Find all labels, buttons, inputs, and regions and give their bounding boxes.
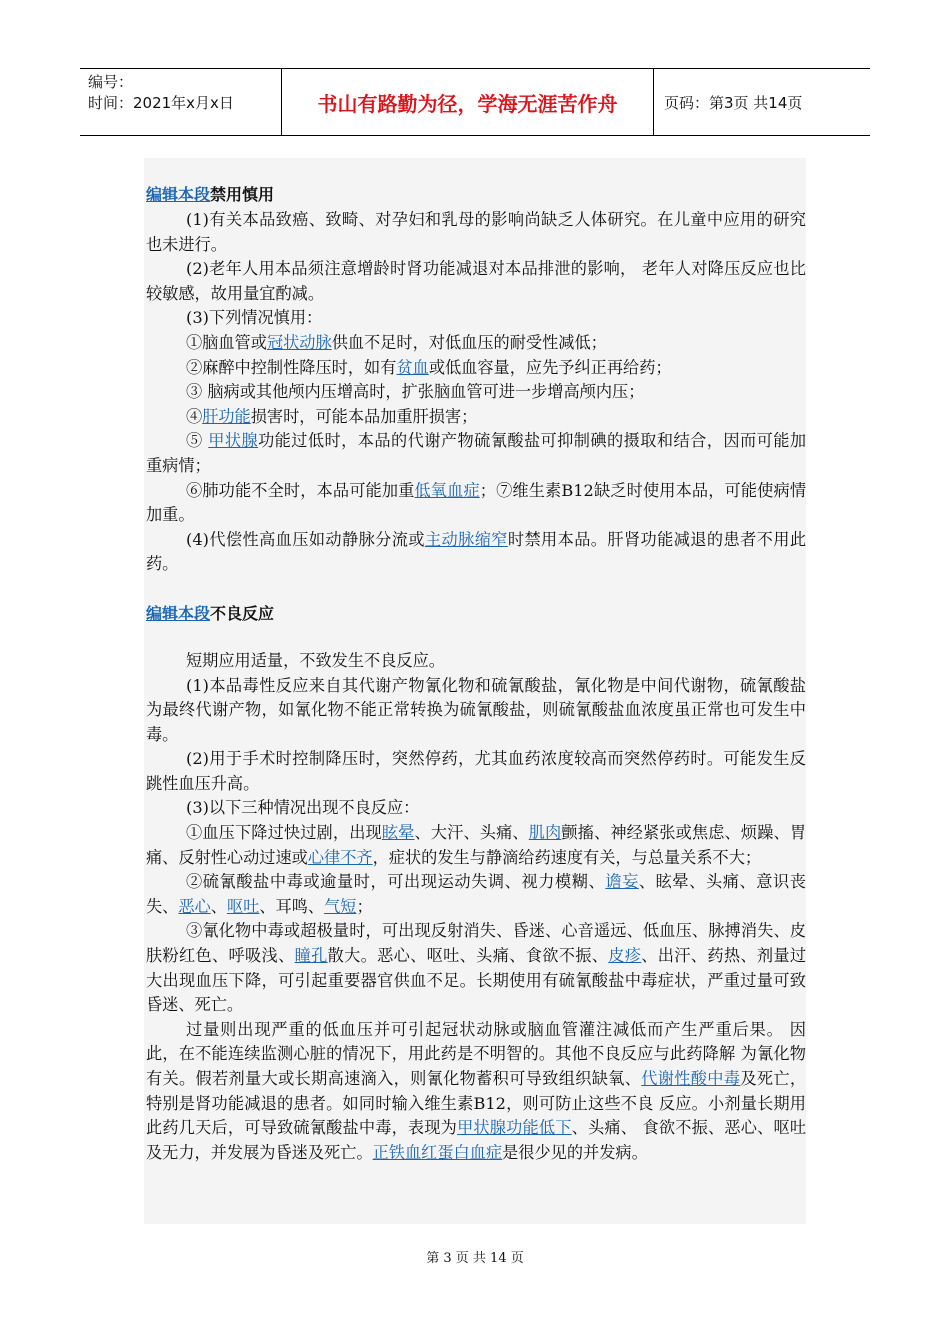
term-link[interactable]: 甲状腺	[208, 431, 259, 451]
term-link[interactable]: 主动脉缩窄	[424, 529, 508, 549]
list-item: ②硫氰酸盐中毒或逾量时，可出现运动失调、视力模糊、谵妄、眩晕、头痛、意识丧失、恶心、呕吐、耳鸣、气短；	[146, 872, 806, 916]
list-item: ⑤ 甲状腺功能过低时，本品的代谢产物硫氰酸盐可抑制碘的摄取和结合，因而可能加重病情；	[146, 431, 807, 475]
page-footer: 第 3 页 共 14 页	[426, 1251, 524, 1266]
paragraph: (1)本品毒性反应来自其代谢产物氰化物和硫氰酸盐，氰化物是中间代谢物，硫氰酸盐为最终代谢产物，如氰化物不能正常转换为硫氰酸盐，则硫氰酸盐血浓度虽正常也可发生中毒。	[146, 675, 806, 744]
list-item: ①血压下降过快过剧，出现眩晕、大汗、头痛、肌肉颤搐、神经紧张或焦虑、烦躁、胃痛、反射性心动过速或心律不齐，症状的发生与静滴给药速度有关，与总量关系不大；	[146, 823, 807, 867]
term-link[interactable]: 正铁血红蛋白血症	[372, 1142, 503, 1162]
term-link[interactable]: 甲状腺功能低下	[457, 1118, 572, 1138]
term-link[interactable]: 气短	[324, 896, 357, 916]
term-link[interactable]: 谵妄	[605, 872, 639, 892]
section-heading-adverse-reactions	[146, 601, 806, 627]
motto-text: 书山有路勤为径，学海无涯苦作舟	[282, 69, 654, 135]
list-item: ③氰化物中毒或超极量时，可出现反射消失、昏迷、心音遥远、低血压、脉搏消失、皮肤粉红色、呼吸浅、瞳孔散大。恶心、呕吐、头痛、食欲不振、皮疹、出汗、药热、剂量过大出现血压下降，可引起重要器官供血不足。长期使用有硫氰酸盐中毒症状，严重过量可致昏迷、死亡。	[146, 921, 807, 1015]
term-link[interactable]: 肝功能	[202, 406, 251, 426]
paragraph: 过量则出现严重的低血压并可引起冠状动脉或脑血管灌注减低而产生严重后果。 因此，在不能连续监测心脏的情况下，用此药是不明智的。其他不良反应与此药降解 为氰化物有关。假若剂量大或长期高速滴入，则氰化物蓄积可导致组织缺氧、代谢性酸中毒及死亡，特别是肾功能减退的患者。如同时输入维生素B12，则可防止这些不良 反应。小剂量长期用此药几天后，可导致硫氰酸盐中毒，表现为甲状腺功能低下、头痛、 食欲不振、恶心、呕吐及无力，并发展为昏迷及死亡。正铁血红蛋白血症是很少见的并发病。	[146, 1019, 807, 1162]
term-link[interactable]: 瞳孔	[294, 946, 328, 966]
list-item: ⑥肺功能不全时，本品可能加重低氧血症；⑦维生素B12缺乏时使用本品，可能使病情加重。	[146, 480, 807, 525]
section-heading-contraindications	[146, 182, 806, 208]
paragraph: (3)下列情况慎用：	[186, 308, 323, 328]
content-panel	[144, 158, 806, 1224]
edit-section-link[interactable]: 编辑本段	[146, 603, 211, 623]
term-link[interactable]: 贫血	[396, 357, 429, 377]
section-title: 不良反应	[210, 603, 275, 623]
term-link[interactable]: 冠状动脉	[266, 332, 332, 352]
list-item: ①脑血管或冠状动脉供血不足时，对低血压的耐受性减低；	[186, 332, 607, 352]
term-link[interactable]: 肌肉	[528, 823, 562, 843]
term-link[interactable]: 低氧血症	[414, 480, 480, 500]
term-link[interactable]: 代谢性酸中毒	[641, 1069, 741, 1088]
term-link[interactable]: 心律不齐	[307, 847, 373, 867]
page-info: 页码：第3页 共14页	[664, 93, 803, 112]
paragraph: (2)用于手术时控制降压时，突然停药，尤其血药浓度较高而突然停药时。可能发生反跳性血压升高。	[146, 749, 806, 793]
paragraph: (3)以下三种情况出现不良反应：	[186, 798, 420, 818]
term-link[interactable]: 呕吐	[226, 896, 260, 916]
edit-section-link[interactable]: 编辑本段	[146, 185, 211, 204]
list-item: ④肝功能损害时，可能本品加重肝损害；	[186, 406, 478, 426]
paragraph: (1)有关本品致癌、致畸、对孕妇和乳母的影响尚缺乏人体研究。在儿童中应用的研究也未进行。	[146, 210, 806, 254]
document-header	[80, 68, 870, 136]
paragraph: (2)老年人用本品须注意增龄时肾功能减退对本品排泄的影响， 老年人对降压反应也比 较敏感，故用量宜酌减。	[146, 259, 806, 303]
paragraph: 短期应用适量，不致发生不良反应。	[186, 650, 445, 670]
section-title: 禁用慎用	[210, 185, 275, 204]
list-item: ③ 脑病或其他颅内压增高时，扩张脑血管可进一步增高颅内压；	[186, 382, 645, 402]
term-link[interactable]: 恶心	[178, 896, 211, 916]
term-link[interactable]: 皮疹	[608, 946, 642, 966]
paragraph: (4)代偿性高血压如动静脉分流或主动脉缩窄时禁用本品。肝肾功能减退的患者不用此药。	[146, 529, 807, 574]
time-label: 时间：2021年x月x日	[88, 94, 234, 112]
header-left-cell	[80, 69, 282, 135]
term-link[interactable]: 眩晕	[381, 823, 415, 843]
list-item: ②麻醉中控制性降压时，如有贫血或低血容量，应先予纠正再给药；	[186, 357, 672, 377]
number-label: 编号：	[88, 73, 134, 91]
